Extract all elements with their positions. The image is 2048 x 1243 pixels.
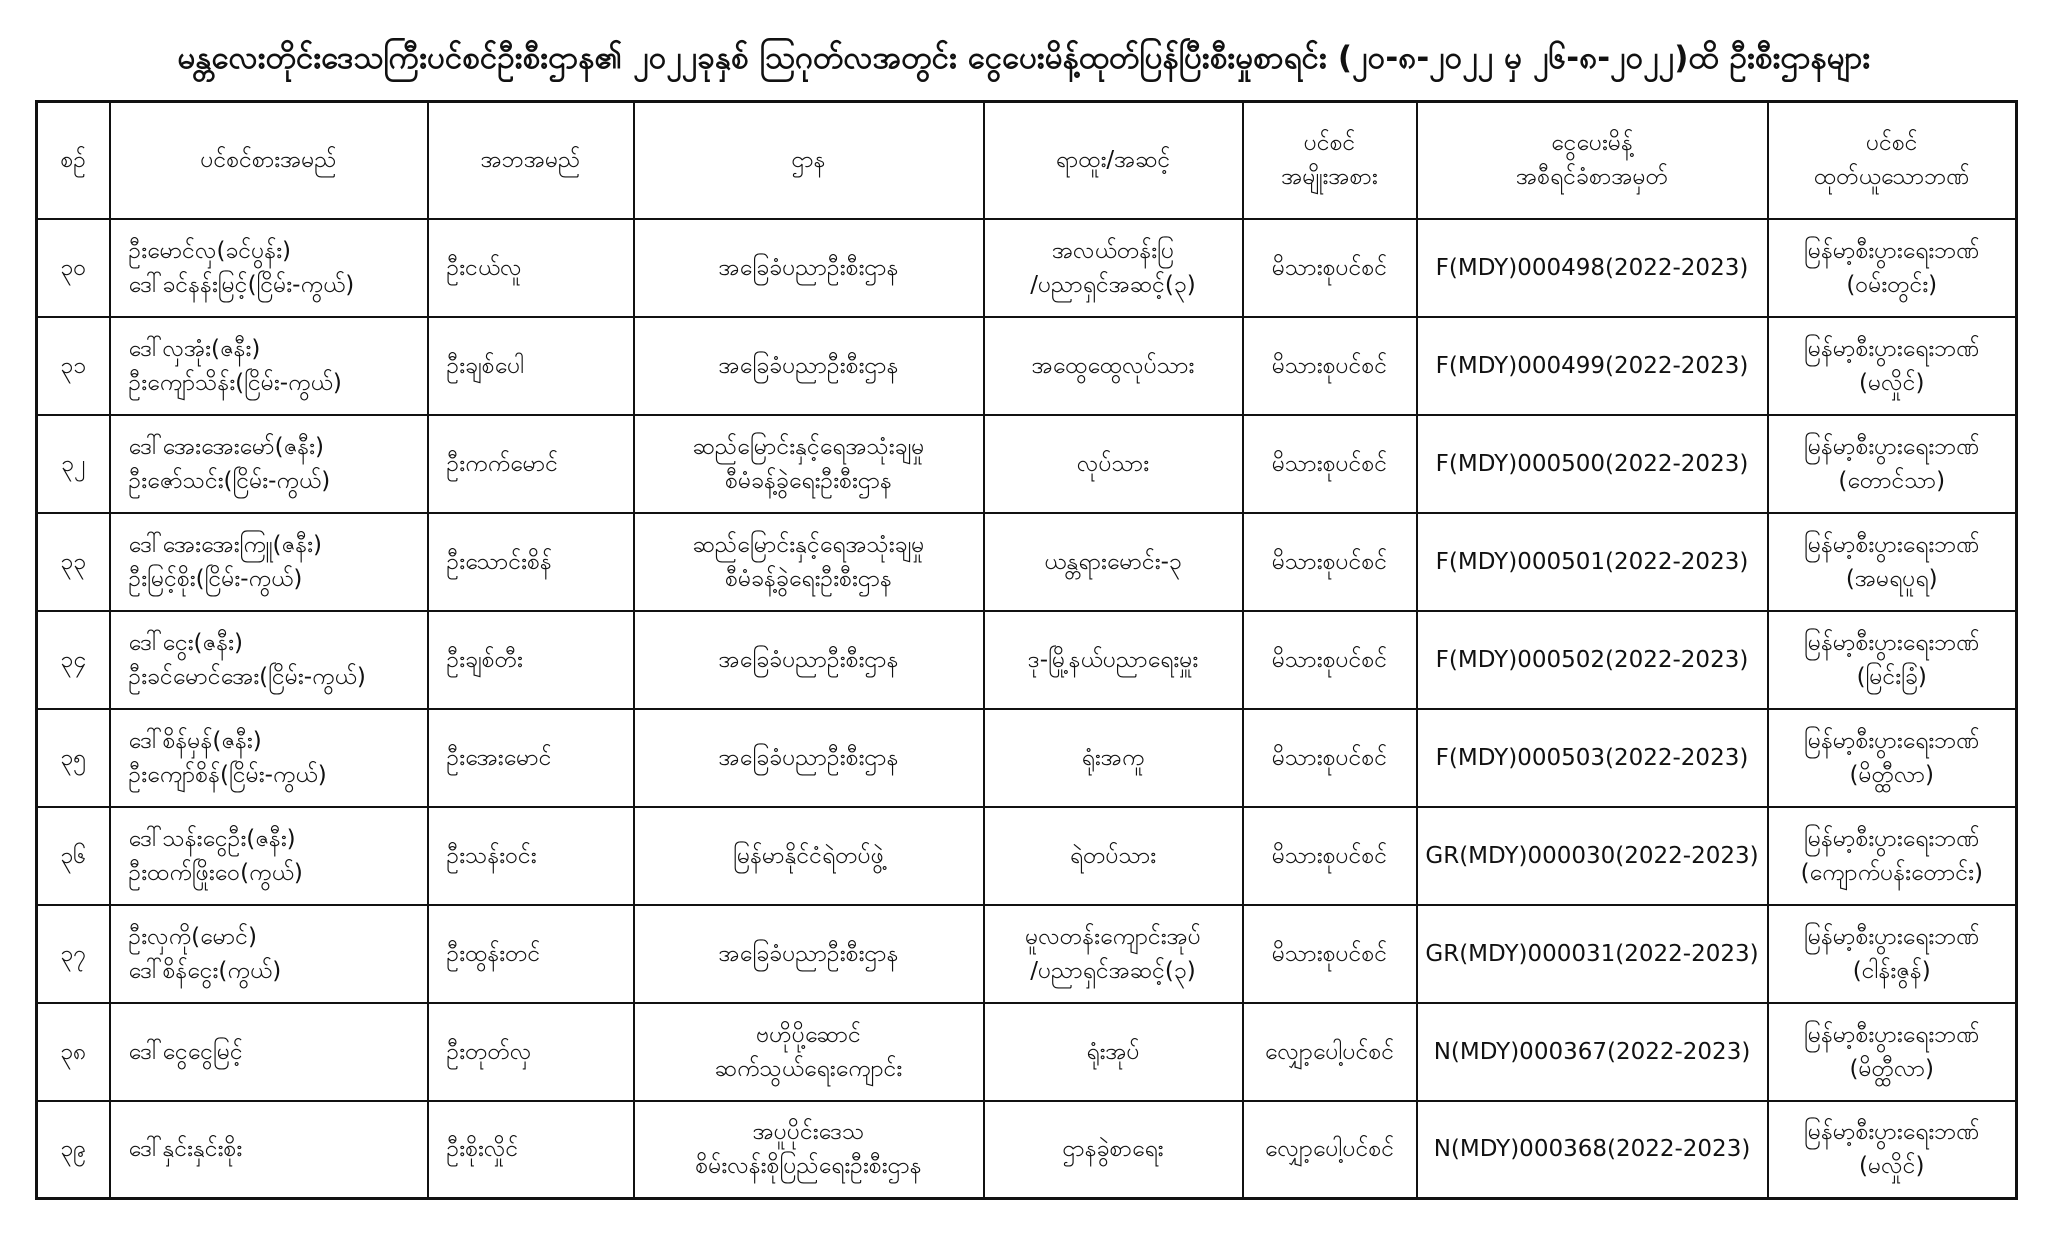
cell-position-text: မူလတန်းကျောင်းအုပ်	[1025, 923, 1201, 950]
cell-no	[37, 807, 110, 905]
cell-pensioner-name-text: ဒေါ်စိန်မှန်(ဇနီး)	[128, 727, 262, 754]
cell-pensioner-name-text: ဦးဇော်သင်း(ငြိမ်း-ကွယ်)	[128, 467, 331, 494]
cell-issuing-bank-text: (ငါန်းဇွန်)	[1852, 957, 1931, 984]
cell-certificate-no	[1417, 709, 1768, 807]
cell-issuing-bank-text: (မိတ္ထီလာ)	[1849, 761, 1934, 788]
cell-father-name	[428, 219, 634, 317]
header-position: ရာထူး/အဆင့်	[984, 102, 1243, 219]
cell-pension-type-text: မိသားစုပင်စင်	[1271, 254, 1388, 281]
cell-father-name-text: ဦးချစ်ပေါ	[446, 352, 525, 379]
cell-pensioner-name	[110, 807, 428, 905]
cell-issuing-bank-text: (တောင်သာ)	[1838, 467, 1946, 494]
cell-father-name-text: ဦးထွန်းတင်	[446, 940, 541, 967]
cell-position-text: ရဲတပ်သား	[1069, 842, 1157, 869]
cell-pensioner-name	[110, 1101, 428, 1199]
cell-pension-type	[1243, 1101, 1417, 1199]
cell-father-name-text: ဦးကက်မောင်	[446, 450, 558, 477]
cell-no-text: ၃၂	[61, 450, 86, 477]
cell-certificate-no	[1417, 807, 1768, 905]
cell-position	[984, 1003, 1243, 1101]
cell-pension-type-text: မိသားစုပင်စင်	[1271, 352, 1388, 379]
cell-position-text: လုပ်သား	[1076, 450, 1150, 477]
cell-pension-type	[1243, 219, 1417, 317]
cell-father-name	[428, 905, 634, 1003]
cell-department-text: ဆည်မြောင်းနှင့်ရေအသုံးချမှု	[692, 433, 925, 460]
cell-pension-type	[1243, 415, 1417, 513]
table-row	[37, 219, 2017, 317]
cell-pension-type	[1243, 1003, 1417, 1101]
cell-department-text: စီမံခန့်ခွဲရေးဦးစီးဌာန	[725, 467, 892, 494]
cell-father-name	[428, 513, 634, 611]
cell-father-name	[428, 317, 634, 415]
pension-table-container	[35, 100, 2015, 1200]
cell-department-text: အပူပိုင်းဒေသ	[752, 1119, 865, 1146]
cell-no-text: ၃၄	[60, 646, 87, 673]
cell-pensioner-name-text: ဒေါ်နှင်းနှင်းစိုး	[128, 1136, 243, 1163]
cell-department	[634, 513, 984, 611]
cell-issuing-bank-text: မြန်မာ့စီးပွားရေးဘဏ်	[1803, 531, 1980, 558]
cell-father-name-text: ဦးချစ်တီး	[446, 646, 523, 673]
cell-department-text: အခြေခံပညာဦးစီးဌာန	[718, 352, 899, 379]
cell-pensioner-name-text: ဦးမောင်လှ(ခင်ပွန်း)	[128, 237, 292, 264]
pension-table	[35, 100, 2018, 1200]
cell-certificate-no-text: F(MDY)000498(2022-2023)	[1435, 254, 1749, 281]
cell-issuing-bank	[1768, 1101, 2017, 1199]
cell-issuing-bank	[1768, 1003, 2017, 1101]
cell-issuing-bank	[1768, 219, 2017, 317]
cell-certificate-no-text: N(MDY)000368(2022-2023)	[1433, 1136, 1751, 1163]
cell-issuing-bank-text: မြန်မာ့စီးပွားရေးဘဏ်	[1803, 1021, 1980, 1048]
cell-position-text: /ပညာရှင်အဆင့်(၃)	[1030, 957, 1196, 984]
table-row	[37, 905, 2017, 1003]
cell-department	[634, 219, 984, 317]
cell-issuing-bank-text: (မိတ္ထီလာ)	[1849, 1055, 1934, 1082]
cell-pensioner-name	[110, 219, 428, 317]
cell-position	[984, 905, 1243, 1003]
cell-department-text: ဆက်သွယ်ရေးကျောင်း	[714, 1055, 903, 1082]
cell-issuing-bank-text: မြန်မာ့စီးပွားရေးဘဏ်	[1803, 629, 1980, 656]
cell-issuing-bank	[1768, 317, 2017, 415]
cell-pensioner-name	[110, 905, 428, 1003]
header-father: အဘအမည်	[428, 102, 634, 219]
cell-issuing-bank-text: (မလှိုင်)	[1859, 1153, 1925, 1180]
cell-pensioner-name	[110, 317, 428, 415]
cell-no-text: ၃၇	[60, 940, 87, 967]
cell-pensioner-name	[110, 709, 428, 807]
cell-no	[37, 513, 110, 611]
cell-pensioner-name-text: ဒေါ်အေးအေးမော်(ဇနီး)	[128, 433, 324, 460]
cell-certificate-no	[1417, 415, 1768, 513]
cell-pension-type	[1243, 513, 1417, 611]
cell-no-text: ၃၈	[60, 1038, 87, 1065]
cell-father-name-text: ဦးအေးမောင်	[446, 744, 552, 771]
cell-department	[634, 317, 984, 415]
cell-department-text: အခြေခံပညာဦးစီးဌာန	[718, 744, 899, 771]
cell-pensioner-name-text: ဦးကျော်သိန်း(ငြိမ်း-ကွယ်)	[128, 369, 342, 396]
cell-father-name-text: ဦးတုတ်လှ	[446, 1038, 532, 1065]
cell-no	[37, 317, 110, 415]
cell-pensioner-name-text: ဦးလှကို(မောင်)	[128, 923, 257, 950]
cell-issuing-bank	[1768, 905, 2017, 1003]
cell-issuing-bank-text: (မြင်းခြံ)	[1856, 663, 1927, 690]
cell-certificate-no-text: F(MDY)000503(2022-2023)	[1435, 744, 1749, 771]
cell-certificate-no-text: N(MDY)000367(2022-2023)	[1433, 1038, 1751, 1065]
table-row	[37, 1101, 2017, 1199]
cell-pension-type-text: မိသားစုပင်စင်	[1271, 744, 1388, 771]
cell-certificate-no-text: F(MDY)000502(2022-2023)	[1435, 646, 1749, 673]
cell-pensioner-name	[110, 415, 428, 513]
cell-certificate-no	[1417, 317, 1768, 415]
cell-department	[634, 905, 984, 1003]
cell-pensioner-name-text: ဒေါ်အေးအေးကြူ(ဇနီး)	[128, 531, 322, 558]
cell-position-text: ဒု-မြို့နယ်ပညာရေးမှူး	[1027, 646, 1199, 673]
cell-pensioner-name-text: ဒေါ်သန်းငွေဦး(ဇနီး)	[128, 825, 296, 852]
cell-position-text: ရုံးအကူ	[1081, 744, 1145, 771]
cell-no	[37, 905, 110, 1003]
cell-father-name	[428, 807, 634, 905]
cell-issuing-bank-text: မြန်မာ့စီးပွားရေးဘဏ်	[1803, 727, 1980, 754]
cell-father-name	[428, 611, 634, 709]
cell-father-name	[428, 415, 634, 513]
cell-no-text: ၃၃	[60, 548, 87, 575]
cell-pension-type-text: လျှော့ပေါ့ပင်စင်	[1264, 1038, 1395, 1065]
header-dept: ဌာန	[634, 102, 984, 219]
cell-pension-type-text: မိသားစုပင်စင်	[1271, 646, 1388, 673]
cell-issuing-bank	[1768, 513, 2017, 611]
cell-certificate-no-text: F(MDY)000501(2022-2023)	[1435, 548, 1749, 575]
header-issuer: ပင်စင် ထုတ်ယူသောဘဏ်	[1768, 102, 2017, 219]
cell-pensioner-name-text: ဦးမြင့်စိုး(ငြိမ်း-ကွယ်)	[128, 565, 303, 592]
cell-issuing-bank-text: မြန်မာ့စီးပွားရေးဘဏ်	[1803, 825, 1980, 852]
table-header	[37, 102, 2017, 219]
cell-pension-type	[1243, 709, 1417, 807]
cell-position	[984, 709, 1243, 807]
cell-pensioner-name-text: ဦးခင်မောင်အေး(ငြိမ်း-ကွယ်)	[128, 663, 366, 690]
cell-father-name-text: ဦးစိုးလှိုင်	[446, 1136, 519, 1163]
cell-position	[984, 611, 1243, 709]
cell-no-text: ၃၀	[60, 254, 87, 281]
cell-position	[984, 807, 1243, 905]
cell-department-text: အခြေခံပညာဦးစီးဌာန	[718, 940, 899, 967]
cell-department	[634, 709, 984, 807]
cell-department-text: အခြေခံပညာဦးစီးဌာန	[718, 254, 899, 281]
cell-pension-type-text: မိသားစုပင်စင်	[1271, 450, 1388, 477]
header-row	[37, 102, 2017, 219]
cell-issuing-bank-text: မြန်မာ့စီးပွားရေးဘဏ်	[1803, 923, 1980, 950]
cell-certificate-no	[1417, 219, 1768, 317]
cell-issuing-bank-text: မြန်မာ့စီးပွားရေးဘဏ်	[1803, 1119, 1980, 1146]
cell-father-name-text: ဦးသောင်းစိန်	[446, 548, 552, 575]
cell-issuing-bank-text: (အမရပူရ)	[1845, 565, 1938, 592]
cell-certificate-no	[1417, 611, 1768, 709]
header-pension-type: ပင်စင် အမျိုးအစား	[1243, 102, 1417, 219]
cell-pension-type-text: လျှော့ပေါ့ပင်စင်	[1264, 1136, 1395, 1163]
cell-pensioner-name-text: ဒေါ်စိန်ငွေး(ကွယ်)	[128, 957, 282, 984]
cell-pensioner-name-text: ဦးကျော်စိန်(ငြိမ်း-ကွယ်)	[128, 761, 327, 788]
cell-certificate-no	[1417, 1003, 1768, 1101]
cell-pensioner-name-text: ဒေါ်ငွေး(ဇနီး)	[128, 629, 243, 656]
table-row	[37, 317, 2017, 415]
cell-department-text: ဆည်မြောင်းနှင့်ရေအသုံးချမှု	[692, 531, 925, 558]
page-title: မန္တလေးတိုင်းဒေသကြီးပင်စင်ဦးစီးဌာန၏ ၂၀၂၂ခုနှစ် ဩဂုတ်လအတွင်း ငွေပေးမိန့်ထုတ်ပြန်ပြီးစီးမှုစာရင်း (၂၀-၈-၂၀၂၂ မှ ၂၆-၈-၂၀၂၂)ထိ ဦးစီးဌာနများ	[177, 40, 1871, 76]
cell-issuing-bank-text: (မလှိုင်)	[1859, 369, 1925, 396]
cell-certificate-no	[1417, 513, 1768, 611]
table-row	[37, 1003, 2017, 1101]
cell-issuing-bank-text: (ကျောက်ပန်းတောင်း)	[1800, 859, 1983, 886]
cell-position	[984, 415, 1243, 513]
header-name: ပင်စင်စားအမည်	[110, 102, 428, 219]
cell-no-text: ၃၅	[60, 744, 87, 771]
cell-pension-type-text: မိသားစုပင်စင်	[1271, 842, 1388, 869]
cell-department	[634, 1003, 984, 1101]
cell-no-text: ၃၁	[60, 352, 87, 379]
cell-issuing-bank-text: (ဝမ်းတွင်း)	[1846, 271, 1938, 298]
cell-position	[984, 317, 1243, 415]
cell-position-text: အထွေထွေလုပ်သား	[1031, 352, 1195, 379]
cell-position-text: အလယ်တန်းပြ	[1051, 237, 1175, 264]
cell-father-name	[428, 1101, 634, 1199]
cell-certificate-no	[1417, 905, 1768, 1003]
cell-department	[634, 611, 984, 709]
cell-position	[984, 219, 1243, 317]
cell-position-text: ဌာနခွဲစာရေး	[1062, 1136, 1164, 1163]
cell-certificate-no-text: F(MDY)000500(2022-2023)	[1435, 450, 1749, 477]
cell-pensioner-name-text: ဒေါ်ငွေငွေမြင့်	[128, 1038, 243, 1065]
cell-pension-type-text: မိသားစုပင်စင်	[1271, 940, 1388, 967]
cell-no	[37, 611, 110, 709]
cell-certificate-no-text: F(MDY)000499(2022-2023)	[1435, 352, 1749, 379]
cell-pensioner-name	[110, 611, 428, 709]
cell-position-text: /ပညာရှင်အဆင့်(၃)	[1030, 271, 1196, 298]
cell-department-text: ဗဟိုပို့ဆောင်	[756, 1021, 861, 1048]
cell-no	[37, 709, 110, 807]
cell-certificate-no-text: GR(MDY)000030(2022-2023)	[1425, 842, 1759, 869]
table-row	[37, 415, 2017, 513]
cell-no	[37, 1101, 110, 1199]
cell-pensioner-name-text: ဒေါ်ခင်နန်းမြင့်(ငြိမ်း-ကွယ်)	[128, 271, 355, 298]
cell-department-text: စီမံခန့်ခွဲရေးဦးစီးဌာန	[725, 565, 892, 592]
cell-department-text: အခြေခံပညာဦးစီးဌာန	[718, 646, 899, 673]
cell-department	[634, 1101, 984, 1199]
cell-father-name	[428, 1003, 634, 1101]
cell-issuing-bank	[1768, 709, 2017, 807]
cell-no	[37, 1003, 110, 1101]
cell-pension-type	[1243, 807, 1417, 905]
cell-pension-type	[1243, 611, 1417, 709]
cell-pension-type	[1243, 317, 1417, 415]
cell-issuing-bank	[1768, 611, 2017, 709]
cell-issuing-bank-text: မြန်မာ့စီးပွားရေးဘဏ်	[1803, 335, 1980, 362]
cell-department-text: မြန်မာနိုင်ငံရဲတပ်ဖွဲ့	[733, 842, 884, 869]
cell-issuing-bank	[1768, 807, 2017, 905]
cell-position	[984, 513, 1243, 611]
cell-no	[37, 415, 110, 513]
cell-no-text: ၃၆	[60, 842, 87, 869]
cell-position-text: ရုံးအုပ်	[1086, 1038, 1140, 1065]
table-body	[37, 219, 2017, 1199]
cell-pensioner-name-text: ဦးထက်ဖြိုးဝေ(ကွယ်)	[128, 859, 303, 886]
cell-issuing-bank	[1768, 415, 2017, 513]
cell-certificate-no-text: GR(MDY)000031(2022-2023)	[1425, 940, 1759, 967]
cell-issuing-bank-text: မြန်မာ့စီးပွားရေးဘဏ်	[1803, 433, 1980, 460]
cell-pension-type-text: မိသားစုပင်စင်	[1271, 548, 1388, 575]
cell-father-name-text: ဦးငယ်လူ	[446, 254, 522, 281]
cell-pensioner-name-text: ဒေါ်လှအုံး(ဇနီး)	[128, 335, 261, 362]
cell-issuing-bank-text: မြန်မာ့စီးပွားရေးဘဏ်	[1803, 237, 1980, 264]
table-row	[37, 709, 2017, 807]
cell-pensioner-name	[110, 513, 428, 611]
header-no: စဉ်	[37, 102, 110, 219]
table-row	[37, 807, 2017, 905]
header-certificate: ငွေပေးမိန့် အစီရင်ခံစာအမှတ်	[1417, 102, 1768, 219]
cell-certificate-no	[1417, 1101, 1768, 1199]
cell-pension-type	[1243, 905, 1417, 1003]
cell-department-text: စိမ်းလန်းစိုပြည်ရေးဦးစီးဌာန	[695, 1153, 922, 1180]
table-row	[37, 611, 2017, 709]
cell-department	[634, 807, 984, 905]
cell-department	[634, 415, 984, 513]
cell-pensioner-name	[110, 1003, 428, 1101]
cell-no-text: ၃၉	[60, 1136, 87, 1163]
cell-position-text: ယန္တရားမောင်း-၃	[1044, 548, 1182, 575]
cell-position	[984, 1101, 1243, 1199]
cell-father-name-text: ဦးသန်းဝင်း	[446, 842, 537, 869]
cell-no	[37, 219, 110, 317]
cell-father-name	[428, 709, 634, 807]
table-row	[37, 513, 2017, 611]
